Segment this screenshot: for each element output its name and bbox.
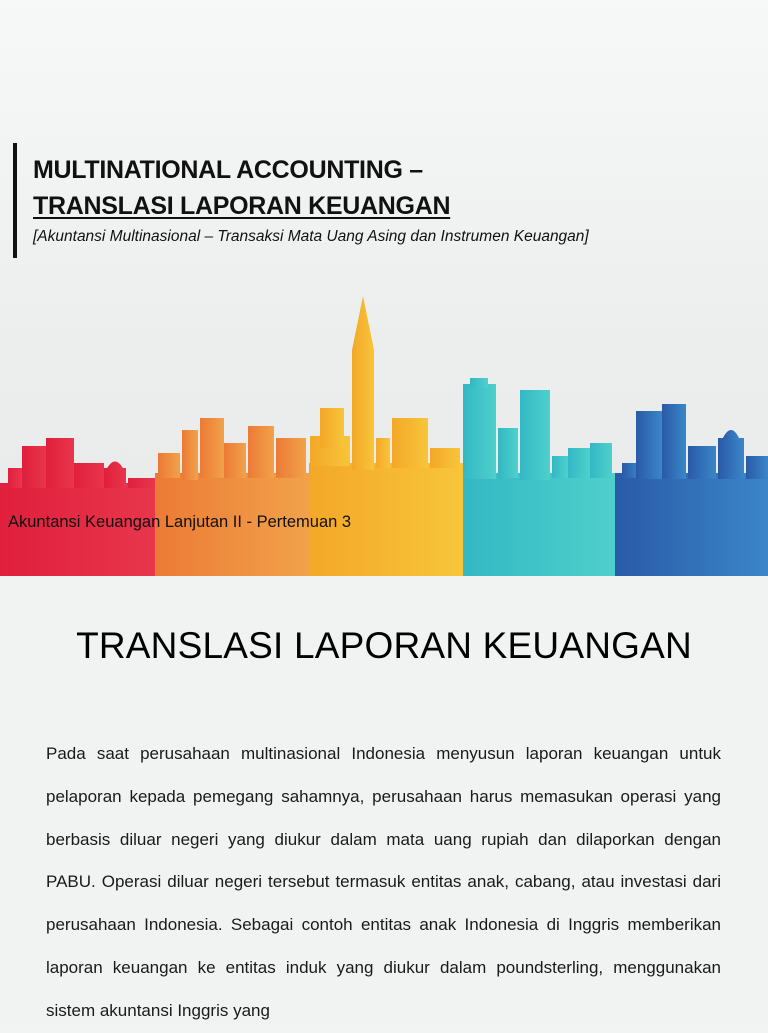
skyline-teal-section [463, 378, 615, 576]
city-skyline-illustration [0, 288, 768, 576]
content-slide [0, 576, 768, 1024]
slide-heading: TRANSLASI LAPORAN KEUANGAN [76, 625, 692, 666]
slide-title-line-1: MULTINATIONAL ACCOUNTING – [33, 156, 423, 184]
slide-title-line-2: TRANSLASI LAPORAN KEUANGAN [33, 192, 451, 220]
body-paragraph: Pada saat perusahaan multinasional Indonesia menyusun laporan keuangan untuk pelaporan kepada pemegang sahamnya, perusahaan harus memasukan operasi yang berbasis diluar negeri yang diukur dalam mata uang rupiah dan dilaporkan dengan PABU. Operasi diluar negeri tersebut termasuk entitas anak, cabang, atau investasi dari perusahaan Indonesia. Sebagai contoh entitas anak Indonesia di Inggris memberikan laporan keuangan ke entitas induk yang diukur dalam poundsterling, menggunakan sistem akuntansi Inggris yang [46, 744, 721, 1020]
skyline-blue-section [615, 404, 768, 576]
course-caption: Akuntansi Keuangan Lanjutan II - Pertemuan 3 [8, 513, 352, 531]
skyline-yellow-section [309, 296, 463, 576]
slide-subtitle: [Akuntansi Multinasional – Transaksi Mata Uang Asing dan Instrumen Keuangan] [33, 228, 589, 245]
title-accent-bar [13, 143, 17, 258]
skyline-red-section [0, 438, 155, 576]
skyline-orange-section [155, 418, 309, 576]
